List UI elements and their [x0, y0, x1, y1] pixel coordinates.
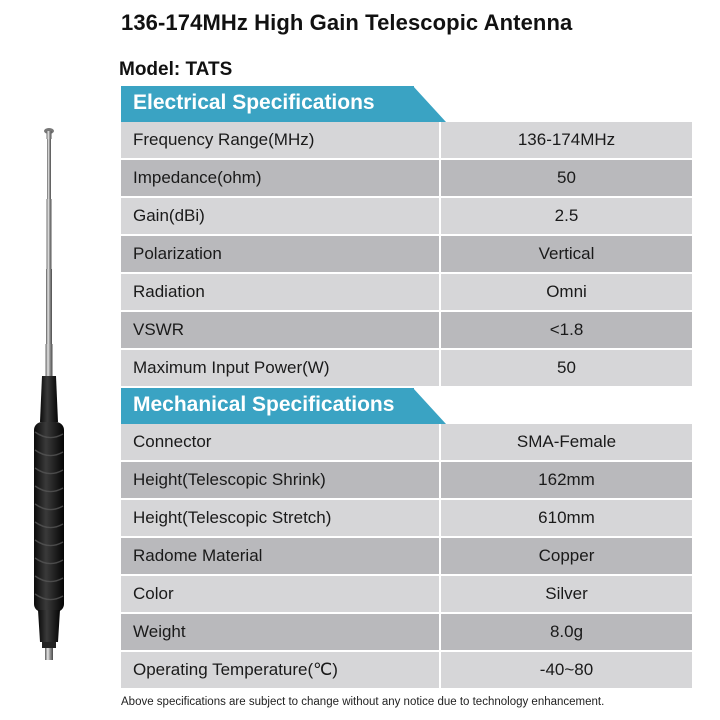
- spec-value: 8.0g: [441, 614, 692, 650]
- spec-row: [121, 236, 692, 272]
- spec-value: 50: [441, 160, 692, 196]
- electrical-section-title: Electrical Specifications: [133, 91, 375, 114]
- model-label: Model: TATS: [119, 59, 233, 80]
- spec-row: [121, 576, 692, 612]
- spec-label: Maximum Input Power(W): [121, 350, 439, 386]
- spec-value: Omni: [441, 274, 692, 310]
- spec-value: Vertical: [441, 236, 692, 272]
- spec-value: Copper: [441, 538, 692, 574]
- telescopic-antenna-image: [18, 122, 88, 664]
- spec-value: 162mm: [441, 462, 692, 498]
- spec-label: Impedance(ohm): [121, 160, 439, 196]
- header-arrow-shape: [413, 388, 447, 424]
- spec-row: [121, 312, 692, 348]
- spec-value: SMA-Female: [441, 424, 692, 460]
- electrical-spec-table: [121, 122, 692, 386]
- spec-row: [121, 652, 692, 688]
- spec-value: 2.5: [441, 198, 692, 234]
- spec-label: Radome Material: [121, 538, 439, 574]
- mechanical-spec-table: [121, 424, 692, 688]
- spec-label: Height(Telescopic Shrink): [121, 462, 439, 498]
- spec-value: 610mm: [441, 500, 692, 536]
- spec-row: [121, 614, 692, 650]
- mechanical-section-title: Mechanical Specifications: [133, 393, 395, 416]
- spec-label: Radiation: [121, 274, 439, 310]
- spec-row: [121, 122, 692, 158]
- footnote: Above specifications are subject to change without any notice due to technology enhancement.: [121, 696, 605, 708]
- spec-label: Gain(dBi): [121, 198, 439, 234]
- spec-label: Height(Telescopic Stretch): [121, 500, 439, 536]
- spec-label: Connector: [121, 424, 439, 460]
- spec-value: 50: [441, 350, 692, 386]
- spec-value: Silver: [441, 576, 692, 612]
- spec-value: 136-174MHz: [441, 122, 692, 158]
- spec-label: Color: [121, 576, 439, 612]
- spec-row: [121, 462, 692, 498]
- header-arrow-shape: [413, 86, 447, 122]
- spec-value: -40~80: [441, 652, 692, 688]
- spec-value: <1.8: [441, 312, 692, 348]
- spec-row: [121, 160, 692, 196]
- spec-row: [121, 198, 692, 234]
- spec-row: [121, 274, 692, 310]
- mechanical-specifications-section: [121, 388, 692, 688]
- spec-label: VSWR: [121, 312, 439, 348]
- spec-row: [121, 538, 692, 574]
- spec-label: Weight: [121, 614, 439, 650]
- spec-row: [121, 500, 692, 536]
- spec-label: Frequency Range(MHz): [121, 122, 439, 158]
- spec-label: Operating Temperature(℃): [121, 652, 439, 688]
- page-title: 136-174MHz High Gain Telescopic Antenna: [121, 10, 573, 35]
- spec-row: [121, 424, 692, 460]
- electrical-section-header: [121, 86, 692, 122]
- spec-row: [121, 350, 692, 386]
- electrical-specifications-section: [121, 86, 692, 386]
- spec-label: Polarization: [121, 236, 439, 272]
- mechanical-section-header: [121, 388, 692, 424]
